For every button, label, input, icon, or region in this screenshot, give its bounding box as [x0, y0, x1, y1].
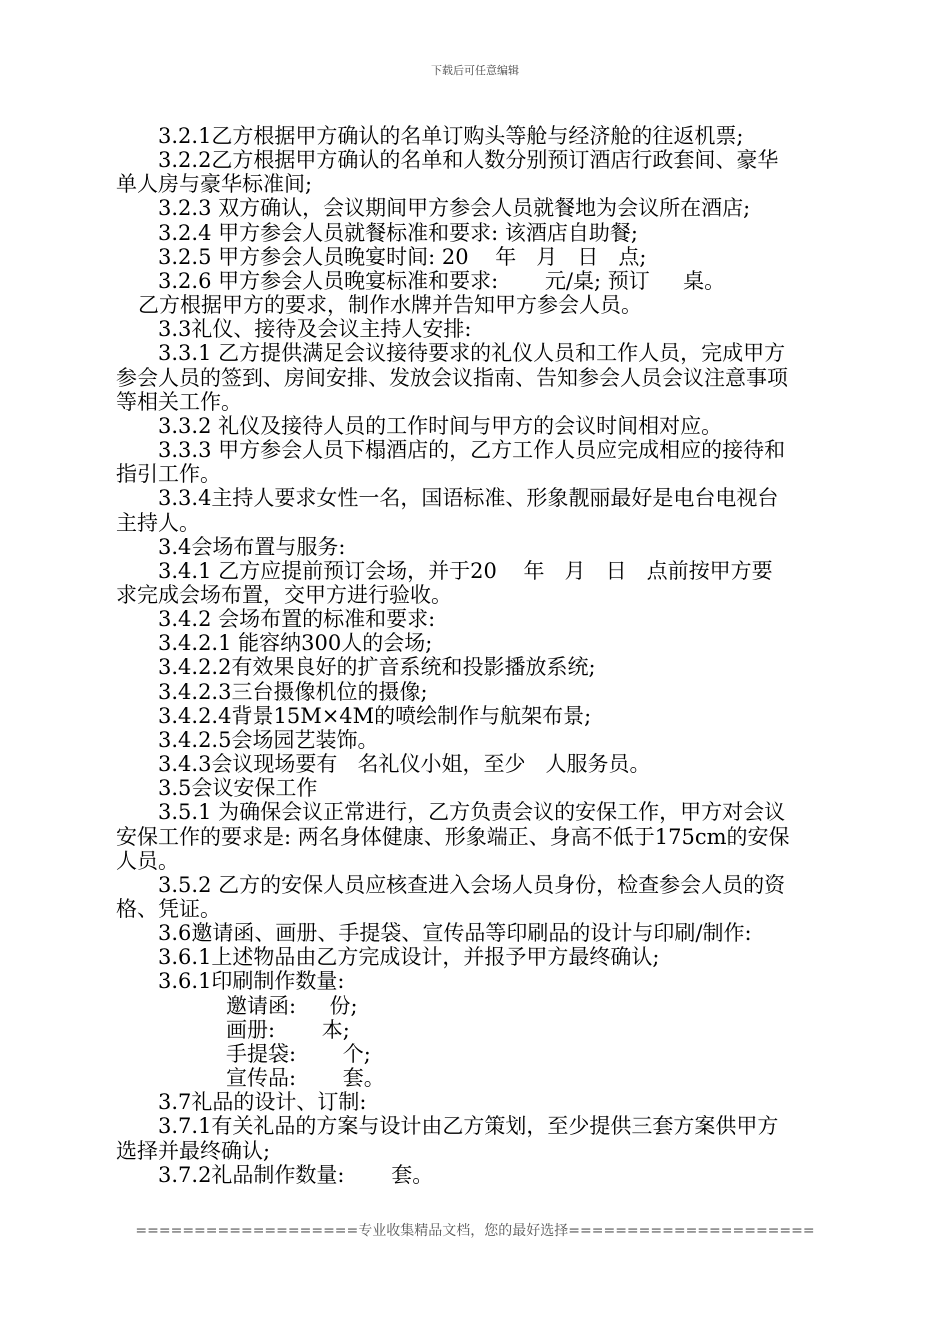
- document-line: 3.4.1 乙方应提前预订会场，并于20 年 月 日 点前按甲方要: [158, 558, 773, 583]
- document-line: 邀请函: 份;: [226, 993, 358, 1018]
- document-line: 3.4.2.3三台摄像机位的摄像;: [158, 679, 428, 704]
- document-line: 单人房与豪华标准间;: [116, 172, 313, 197]
- document-line: 宣传品: 套。: [226, 1066, 385, 1091]
- document-line: 3.2.4 甲方参会人员就餐标准和要求: 该酒店自助餐;: [158, 220, 638, 245]
- document-line: 3.4会场布置与服务:: [158, 534, 346, 559]
- document-line: 3.2.6 甲方参会人员晚宴标准和要求: 元/桌; 预订 桌。: [158, 268, 726, 293]
- document-line: 3.4.2 会场布置的标准和要求:: [158, 607, 436, 632]
- document-line: 3.3.3 甲方参会人员下榻酒店的，乙方工作人员应完成相应的接待和: [158, 438, 786, 463]
- document-line: 求完成会场布置，交甲方进行验收。: [116, 582, 452, 607]
- document-line: 3.2.5 甲方参会人员晚宴时间: 20 年 月 日 点;: [158, 244, 647, 269]
- document-line: 3.7礼品的设计、订制:: [158, 1090, 367, 1115]
- document-line: 安保工作的要求是: 两名身体健康、形象端正、身高不低于175cm的安保: [116, 824, 790, 849]
- document-line: 3.3.4主持人要求女性一名，国语标准、形象靓丽最好是电台电视台: [158, 486, 779, 511]
- document-line: 3.4.2.4背景15M×4M的喷绘制作与航架布景;: [158, 703, 592, 728]
- document-line: 选择并最终确认;: [116, 1138, 271, 1163]
- document-line: 3.3.1 乙方提供满足会议接待要求的礼仪人员和工作人员，完成甲方: [158, 341, 786, 366]
- document-line: 3.6.1上述物品由乙方完成设计，并报予甲方最终确认;: [158, 945, 660, 970]
- document-line: 画册: 本;: [226, 1017, 350, 1042]
- document-line: 3.5.1 为确保会议正常进行，乙方负责会议的安保工作，甲方对会议: [158, 800, 786, 825]
- document-line: 主持人。: [116, 510, 200, 535]
- document-line: 3.2.1乙方根据甲方确认的名单订购头等舱与经济舱的往返机票;: [158, 124, 744, 148]
- document-line: 3.3.2 礼仪及接待人员的工作时间与甲方的会议时间相对应。: [158, 413, 723, 438]
- document-line: 3.5.2 乙方的安保人员应核查进入会场人员身份，检查参会人员的资: [158, 872, 786, 897]
- document-line: 指引工作。: [116, 462, 221, 487]
- document-line: 3.4.3会议现场要有 名礼仪小姐，至少 人服务员。: [158, 752, 651, 777]
- document-line: 3.4.2.2有效果良好的扩音系统和投影播放系统;: [158, 655, 596, 680]
- document-line: 3.2.2乙方根据甲方确认的名单和人数分别预订酒店行政套间、豪华: [158, 148, 779, 173]
- document-line: 3.5会议安保工作: [158, 776, 318, 801]
- document-line: 3.4.2.5会场园艺装饰。: [158, 727, 379, 752]
- document-line: 等相关工作。: [116, 389, 242, 414]
- document-line: 3.6邀请函、画册、手提袋、宣传品等印刷品的设计与印刷/制作:: [158, 921, 752, 946]
- document-line: 3.2.3 双方确认，会议期间甲方参会人员就餐地为会议所在酒店;: [158, 196, 751, 221]
- document-line: 格、凭证。: [116, 897, 221, 921]
- document-line: 3.6.1印刷制作数量:: [158, 969, 345, 994]
- document-line: 参会人员的签到、房间安排、发放会议指南、告知参会人员会议注意事项: [116, 365, 788, 390]
- document-line: 3.3礼仪、接待及会议主持人安排:: [158, 317, 472, 342]
- document-line: 乙方根据甲方的要求，制作水牌并告知甲方参会人员。: [138, 293, 642, 318]
- document-line: 手提袋: 个;: [226, 1041, 371, 1066]
- page-header-note: 下载后可任意编辑: [431, 64, 519, 77]
- document-body: [116, 124, 842, 1187]
- document-line: 3.4.2.1 能容纳300人的会场;: [158, 631, 433, 656]
- page-footer-text: ===================专业收集精品文档，您的最好选择=====================: [135, 1223, 815, 1239]
- document-line: 3.7.2礼品制作数量: 套。: [158, 1162, 434, 1187]
- document-line: 3.7.1有关礼品的方案与设计由乙方策划，至少提供三套方案供甲方: [158, 1114, 779, 1139]
- document-line: 人员。: [116, 848, 179, 873]
